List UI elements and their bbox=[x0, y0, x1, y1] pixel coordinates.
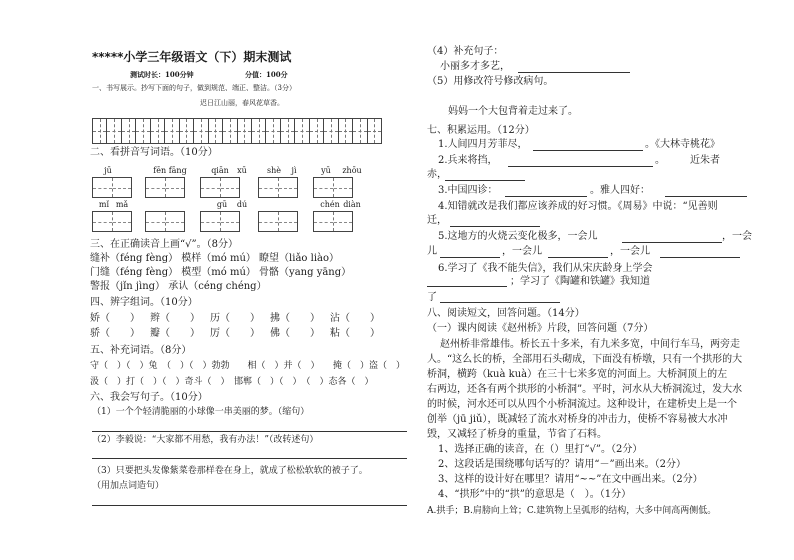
q6-item: （3）只要把头发像紫菜卷那样卷在身上，就成了松松软软的被子了。 bbox=[92, 466, 368, 476]
q7-line: 1.人间四月芳菲尽， bbox=[438, 139, 528, 150]
pinyin-label: jū bbox=[104, 166, 112, 175]
pinyin-label: dú bbox=[236, 200, 248, 209]
q7-line: ，一会儿 bbox=[610, 246, 650, 257]
answer-box[interactable] bbox=[145, 211, 185, 232]
page-title: *****小学三年级语文（下）期末测试 bbox=[92, 50, 292, 64]
pinyin-label: gū bbox=[216, 200, 228, 209]
test-score: 分值：100分 bbox=[245, 70, 288, 79]
answer-line[interactable] bbox=[450, 226, 540, 227]
q6-heading: 六、我会写句子。（10分） bbox=[90, 392, 208, 403]
q7-line: 迁， bbox=[427, 215, 447, 226]
passage-line: 的时候，河水还可以从四个小桥洞流过。这种设计，在建桥史上是一个 bbox=[427, 399, 737, 410]
q7-line: 。《大林寺桃花》 bbox=[645, 139, 720, 150]
reading-question: 2、这段话是围绕哪句话写的？请用“－”画出来。（2分） bbox=[438, 459, 686, 470]
test-duration: 测试时长：100分钟 bbox=[130, 70, 194, 79]
q4-item: 粘（ ） bbox=[330, 328, 380, 339]
pinyin-label: shè bbox=[267, 166, 281, 175]
passage-line: 右两边，还各有两个拱形的小桥洞”。平时，河水从大桥洞流过，发大水 bbox=[427, 384, 743, 395]
pinyin-label: fēn fāng bbox=[153, 166, 187, 175]
answer-box[interactable] bbox=[145, 177, 185, 198]
passage-line: 桥洞，横跨（kuà kuà）在三十七米多宽的河面上。大桥洞顶上的左 bbox=[427, 369, 728, 380]
q7-line: ，一会儿 bbox=[502, 246, 542, 257]
pinyin-label: zhōu bbox=[342, 166, 362, 175]
answer-line[interactable] bbox=[660, 257, 740, 258]
pinyin-label: chén bbox=[320, 200, 340, 209]
q6-item: （1）一个个轻清脆丽的小球像一串美丽的梦。（缩句） bbox=[92, 407, 310, 417]
answer-line[interactable] bbox=[440, 302, 560, 303]
q5-heading: 五、补充词语。（8分） bbox=[90, 345, 192, 356]
handwriting-grid[interactable] bbox=[92, 118, 382, 144]
q4-item: 厉（ ） bbox=[210, 328, 260, 339]
q4-item: 拂（ ） bbox=[270, 313, 320, 324]
q7-line: 。雅人四好： bbox=[590, 185, 650, 196]
q7-line: 赤， bbox=[427, 169, 447, 180]
q6-4-prompt: 小丽多才多艺， bbox=[440, 61, 510, 72]
q4-item: 娇（ ） bbox=[90, 313, 140, 324]
q7-line: 2.兵来将挡， bbox=[438, 155, 498, 166]
q7-line: ；学习了《陶罐和铁罐》我知道 bbox=[510, 276, 650, 287]
passage-line: 毁，又减轻了桥身的重量，节省了石料。 bbox=[427, 429, 607, 440]
pinyin-label: jì bbox=[291, 166, 297, 175]
q4-item: 辫（ ） bbox=[150, 313, 200, 324]
q8-subheading: （一）课内阅读《赵州桥》片段，回答问题（7分） bbox=[427, 323, 654, 334]
answer-box[interactable] bbox=[313, 177, 353, 198]
q6-item: （用加点词造句） bbox=[92, 481, 165, 491]
q4-item: 历（ ） bbox=[210, 313, 260, 324]
q7-line: 4.知错就改是我们都应该养成的好习惯。《周易》中说：“见善则 bbox=[438, 201, 718, 212]
passage-line: 创举（jū jiǔ），既减轻了流水对桥身的冲击力，使桥不容易被大水冲 bbox=[427, 414, 728, 425]
q7-heading: 七、积累运用。（12分） bbox=[427, 125, 535, 136]
q1-heading: 一、书写展示。抄写下面的句子，做到规范、端正、整洁。（3分） bbox=[92, 84, 296, 92]
q7-line: 3.中国四诊： bbox=[438, 185, 498, 196]
answer-line[interactable] bbox=[533, 150, 643, 151]
answer-line[interactable] bbox=[518, 72, 630, 73]
answer-line[interactable] bbox=[92, 458, 407, 459]
q4-item: 瓣（ ） bbox=[150, 328, 200, 339]
q5-row: 守（ ）（ ）兔 （ ）（ ）勃勃 相（ ）并（ ） 掩（ ）盗（ ） bbox=[90, 361, 406, 371]
answer-box[interactable] bbox=[258, 177, 298, 198]
passage-line: 人。“这么长的桥，全部用石头砌成，下面没有桥墩，只有一个拱形的大 bbox=[427, 354, 743, 365]
answer-line[interactable] bbox=[548, 257, 608, 258]
q7-line: 了 bbox=[427, 292, 437, 303]
q2-heading: 二、看拼音写词语。（10分） bbox=[90, 147, 218, 158]
answer-box[interactable] bbox=[258, 211, 298, 232]
answer-line[interactable] bbox=[665, 196, 747, 197]
q6-4-label: （4）补充句子： bbox=[427, 46, 504, 57]
q7-line: 6.学习了《我不能失信》，我们从宋庆龄身上学会 bbox=[438, 263, 653, 274]
q7-line: 。 近朱者 bbox=[655, 155, 720, 166]
answer-box[interactable] bbox=[92, 211, 132, 232]
answer-line[interactable] bbox=[445, 180, 525, 181]
answer-box[interactable] bbox=[200, 211, 240, 232]
q6-item: （2）李毅说：“大家都不用愁，我有办法！”（改转述句） bbox=[92, 435, 319, 445]
answer-line[interactable] bbox=[508, 166, 653, 167]
q4-heading: 四、辨字组词。（10分） bbox=[90, 297, 198, 308]
q7-line: ，一会 bbox=[722, 231, 752, 242]
q6-5-label: （5）用修改符号修改病句。 bbox=[427, 76, 554, 87]
reading-options: A.拱手；B.肩膀向上耸；C.建筑物上呈弧形的结构，大多中间高两侧低。 bbox=[427, 506, 717, 516]
pinyin-label: mǐ bbox=[98, 200, 110, 209]
q6-5-sentence: 妈妈一个大包背着走过来了。 bbox=[448, 106, 578, 117]
q8-heading: 八、阅读短文，回答问题。（14分） bbox=[427, 308, 585, 319]
answer-line[interactable] bbox=[427, 286, 507, 287]
q4-item: 沾（ ） bbox=[330, 313, 380, 324]
answer-box[interactable] bbox=[313, 211, 353, 232]
answer-line[interactable] bbox=[622, 242, 722, 243]
q3-heading: 三、在正确读音上画“√”。（8分） bbox=[90, 239, 238, 250]
answer-box[interactable] bbox=[92, 177, 132, 198]
pinyin-label: diàn bbox=[343, 200, 361, 209]
answer-line[interactable] bbox=[92, 505, 407, 506]
q1-sentence: 迟日江山丽，春风花草香。 bbox=[200, 99, 284, 107]
reading-question: 4、“拱形”中的“拱”的意思是（ ）。（1分） bbox=[438, 489, 632, 500]
q3-line: 缝补（féng fèng） 模样（mó mú） 瞭望（liǎo liào） bbox=[90, 253, 339, 264]
pinyin-label: yū bbox=[321, 166, 331, 175]
pinyin-label: qiān bbox=[211, 166, 229, 175]
answer-box[interactable] bbox=[200, 177, 240, 198]
reading-question: 1、选择正确的读音，在（）里打“√”。（2分） bbox=[438, 444, 643, 455]
pinyin-label: xū bbox=[237, 166, 247, 175]
passage-line: 赵州桥非常雄伟。桥长五十多米，有九米多宽，中间行车马，两旁走 bbox=[440, 339, 740, 350]
q7-line: 5.这地方的火烧云变化极多，一会儿 bbox=[438, 231, 598, 242]
answer-line[interactable] bbox=[505, 196, 587, 197]
q3-line: 门缝（féng fèng） 模型（mó mú） 骨骼（yang yāng） bbox=[90, 267, 352, 278]
reading-question: 3、这样的设计好在哪里？请用“~~”在文中画出来。（2分） bbox=[438, 474, 703, 485]
q7-line: 儿 bbox=[427, 246, 437, 257]
q4-item: 骄（ ） bbox=[90, 328, 140, 339]
answer-line[interactable] bbox=[440, 257, 500, 258]
q5-row: 汲（ ）打（ ）（ ）奇斗（ ） 邯郸（ ）（ ） （ ）态各（ ） bbox=[90, 377, 374, 387]
q3-line: 警报（jǐn jìng） 承认（céng chéng） bbox=[90, 281, 267, 292]
pinyin-label: mǎ bbox=[115, 200, 129, 209]
q4-item: 佛（ ） bbox=[270, 328, 320, 339]
answer-line[interactable] bbox=[92, 431, 407, 432]
